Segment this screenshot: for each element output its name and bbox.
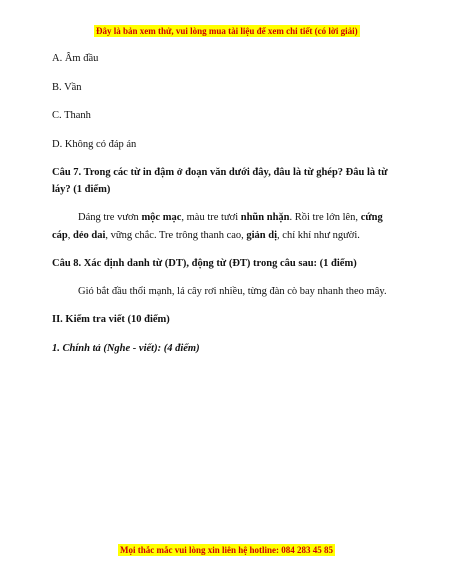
bold-word: cứng (360, 212, 383, 223)
bold-word: nhũn nhặn (240, 212, 290, 223)
section-2-item-1: 1. Chính tả (Nghe - viết): (4 điểm) (52, 343, 200, 354)
passage-text: Dáng tre vươn (78, 212, 142, 223)
question-7-passage-line-1 (78, 211, 383, 225)
question-8-sentence: Gió bắt đầu thổi mạnh, lá cây rơi nhiều, từng đàn cò bay nhanh theo mây. (78, 286, 387, 297)
option-b: B. Vần (52, 82, 82, 93)
passage-text: , (67, 230, 73, 241)
bold-word: giản dị (246, 230, 278, 241)
option-c: C. Thanh (52, 110, 91, 121)
question-7-title: Câu 7. Trong các từ in đậm ở đoạn văn dưới đây, đâu là từ ghép? Đâu là từ (52, 167, 388, 178)
passage-text: . Rồi tre lớn lên, (289, 212, 361, 223)
passage-text: , chí khí như người. (277, 230, 360, 241)
passage-text: , vững chắc. Tre trông thanh cao, (105, 230, 247, 241)
section-2-title: II. Kiểm tra viết (10 điểm) (52, 314, 170, 325)
option-d: D. Không có đáp án (52, 139, 137, 150)
bold-word: cáp (52, 230, 68, 241)
question-7-passage-line-2 (52, 229, 360, 243)
question-7-title-cont: láy? (1 điểm) (52, 184, 111, 195)
question-8-title: Câu 8. Xác định danh từ (DT), động từ (ĐT) trong câu sau: (1 điểm) (52, 258, 357, 269)
bold-word: mộc mạc (141, 212, 182, 223)
bold-word: dẻo dai (73, 230, 106, 241)
hotline-notice-banner: Mọi thắc mắc vui lòng xin liên hệ hotline: 084 283 45 85 (120, 545, 334, 555)
preview-notice-banner: Đây là bản xem thử, vui lòng mua tài liệu để xem chi tiết (có lời giải) (96, 26, 358, 36)
option-a: A. Âm đầu (52, 53, 99, 64)
passage-text: , màu tre tươi (181, 212, 241, 223)
